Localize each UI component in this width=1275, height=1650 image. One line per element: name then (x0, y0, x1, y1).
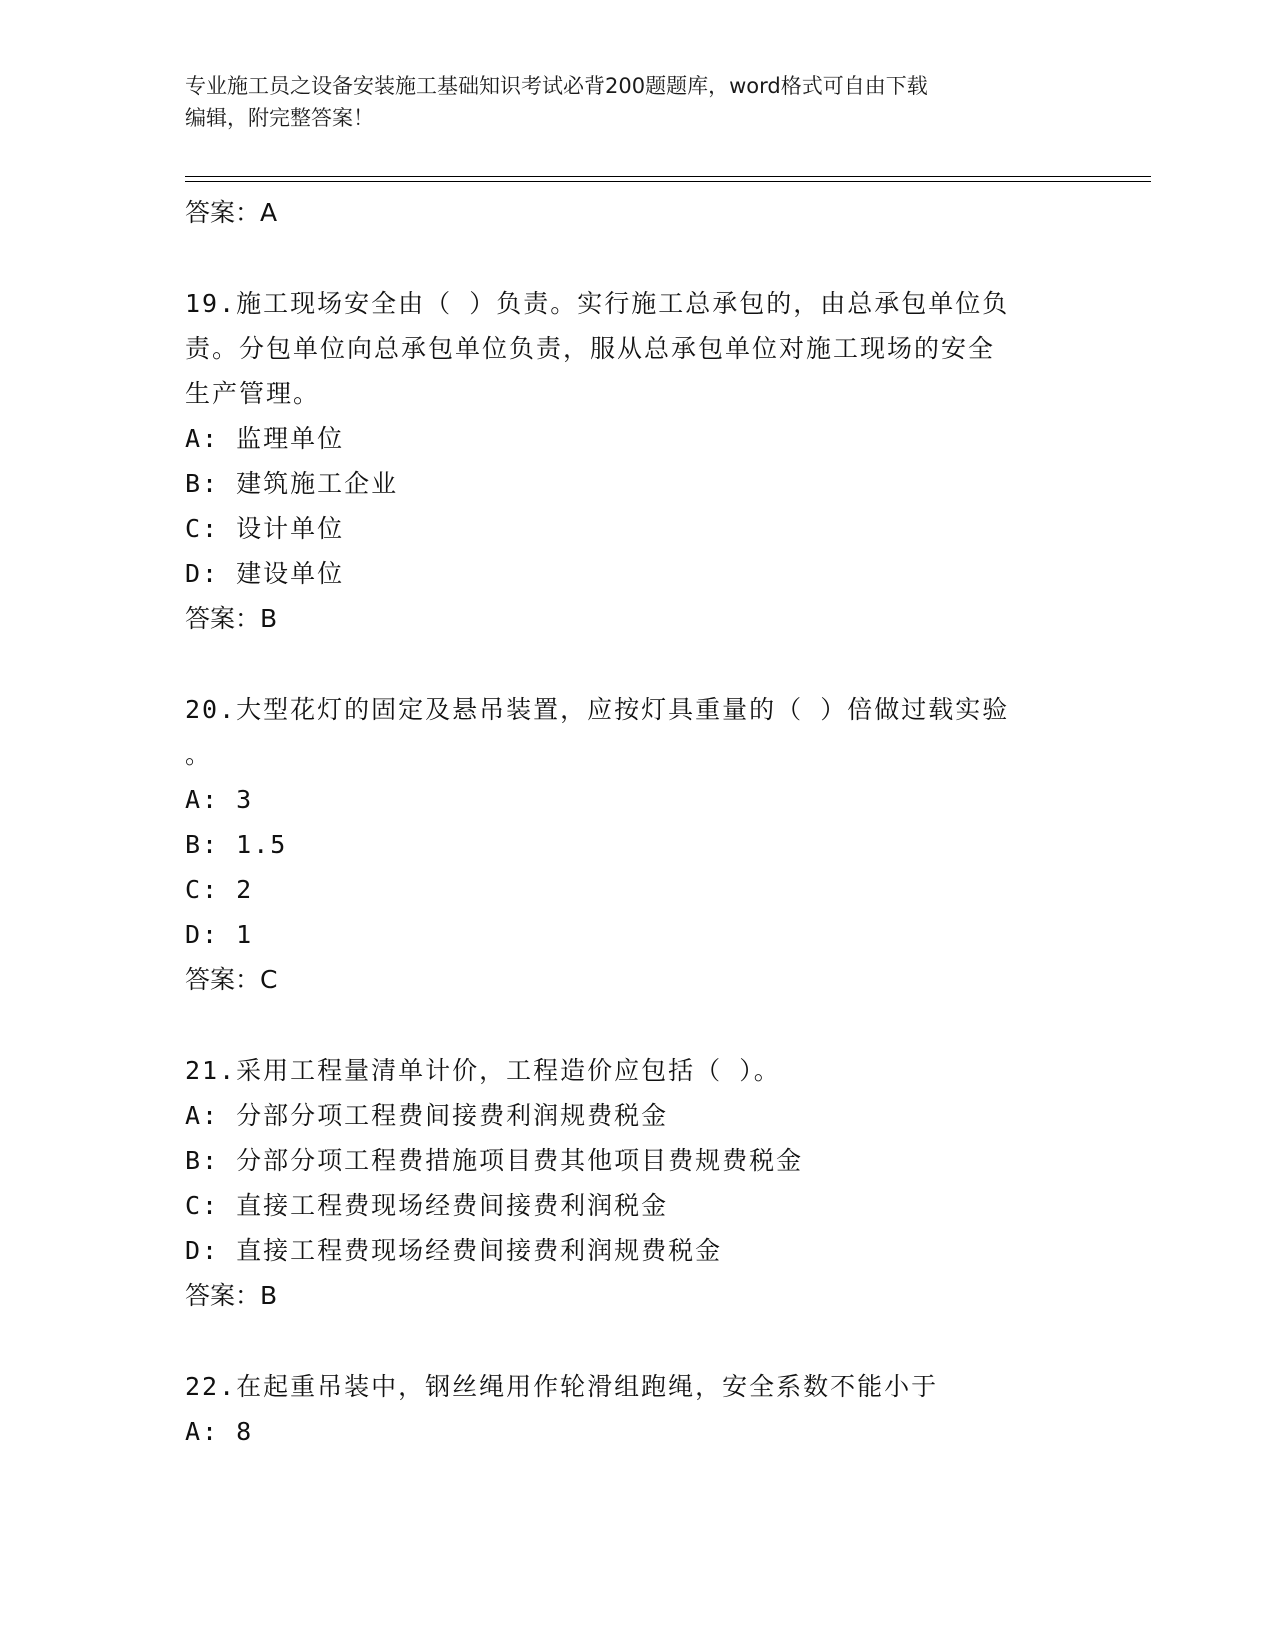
header-line-1: 专业施工员之设备安装施工基础知识考试必背200题题库，word格式可自由下载 (185, 74, 928, 98)
question-stem (185, 281, 1085, 416)
question-22 (185, 1364, 1085, 1454)
question-19 (185, 281, 1085, 641)
stem-line: 责。分包单位向总承包单位负责，服从总承包单位对施工现场的安全 (185, 334, 996, 363)
option-d: D: 1 (185, 920, 254, 949)
answer-line: 答案：C (185, 965, 278, 994)
stem-line: 20.大型花灯的固定及悬吊装置，应按灯具重量的（ ）倍做过载实验 (185, 695, 1010, 724)
option-a: A: 分部分项工程费间接费利润规费税金 (185, 1101, 669, 1130)
answer-line: 答案：B (185, 604, 278, 633)
header-rule-bottom (185, 181, 1151, 182)
header-rule-top (185, 176, 1151, 177)
answer-line: 答案：B (185, 1281, 278, 1310)
question-stem (185, 687, 1085, 777)
question-list (185, 190, 1085, 1454)
header-line-2: 编辑，附完整答案！ (185, 106, 374, 130)
option-c: C: 设计单位 (185, 514, 345, 543)
document-header (185, 70, 1065, 134)
stem-line: 。 (185, 740, 213, 769)
option-c: C: 直接工程费现场经费间接费利润税金 (185, 1191, 669, 1220)
option-a: A: 3 (185, 785, 254, 814)
option-d: D: 直接工程费现场经费间接费利润规费税金 (185, 1236, 723, 1265)
stem-line: 22.在起重吊装中，钢丝绳用作轮滑组跑绳，安全系数不能小于 (185, 1372, 939, 1401)
answer-line: 答案：A (185, 198, 278, 227)
option-d: D: 建设单位 (185, 559, 345, 588)
option-a: A: 8 (185, 1417, 254, 1446)
option-b: B: 分部分项工程费措施项目费其他项目费规费税金 (185, 1146, 804, 1175)
option-a: A: 监理单位 (185, 424, 345, 453)
question-21 (185, 1048, 1085, 1318)
stem-line: 生产管理。 (185, 379, 321, 408)
question-20 (185, 687, 1085, 1002)
question-stem (185, 1048, 1085, 1093)
stem-line: 19.施工现场安全由（ ）负责。实行施工总承包的，由总承包单位负 (185, 289, 1010, 318)
option-c: C: 2 (185, 875, 254, 904)
option-b: B: 建筑施工企业 (185, 469, 399, 498)
question-stem (185, 1364, 1085, 1409)
option-b: B: 1.5 (185, 830, 288, 859)
stem-line: 21.采用工程量清单计价，工程造价应包括（ ）。 (185, 1056, 781, 1085)
